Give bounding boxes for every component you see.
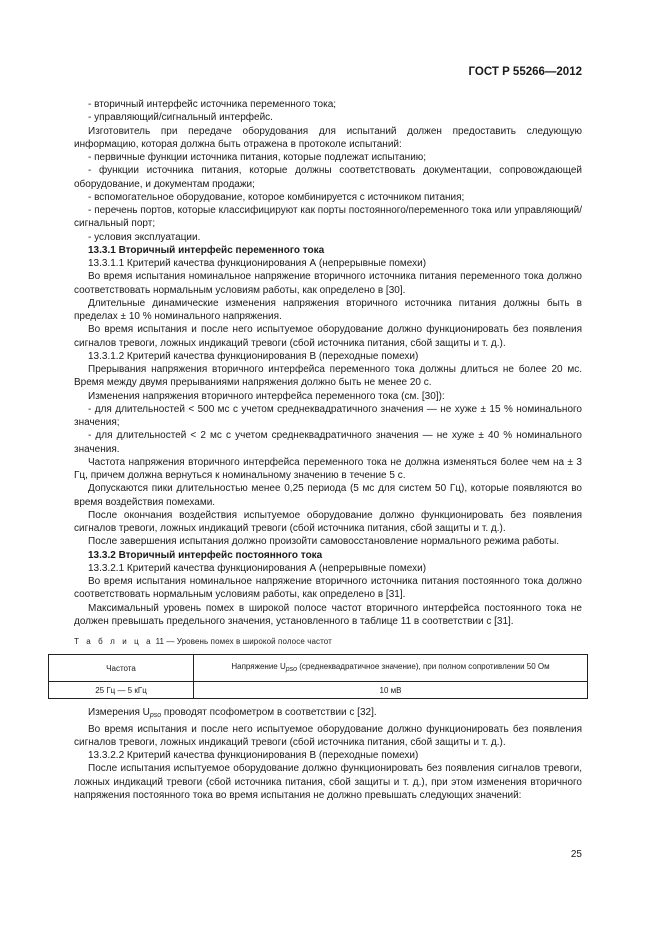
paragraph: - функции источника питания, которые должны соответствовать документации, сопровождающей оборудование, и документам продажи; [74,165,582,190]
table-cell-voltage: 10 мВ [194,682,588,699]
paragraph: - управляющий/сигнальный интерфейс. [88,112,273,124]
document-header: ГОСТ Р 55266—2012 [468,66,582,78]
noise-level-table [48,654,588,699]
paragraph: Изготовитель при передаче оборудования для испытаний должен предоставить следующую информацию, которая должна быть отражена в протоколе испытаний: [74,125,582,150]
paragraph: Допускаются пики длительностью менее 0,25 периода (5 мс для систем 50 Гц), которые появляются во время воздействия помехами. [74,483,582,508]
paragraph: После завершения испытания должно произойти самовосстановление нормального режима работы. [88,536,560,548]
table-row [49,682,588,699]
page-number: 25 [570,849,582,860]
table-caption-lead: Т а б л и ц а [74,637,154,646]
paragraph: - вспомогательное оборудование, которое комбинируется с источником питания; [88,191,465,203]
document-body [74,98,582,802]
table-caption [74,635,582,648]
measurement-note [74,706,582,722]
paragraph: 13.3.1.2 Критерий качества функционирования В (переходные помехи) [88,350,419,362]
paragraph: После окончания воздействия испытуемое оборудование должно функционировать без появления сигналов тревоги, ложных индикаций тревоги (сбой источника питания, сбой защиты и т. д.). [74,509,582,534]
paragraph: Изменения напряжения вторичного интерфейса переменного тока (см. [30]): [88,390,445,402]
paragraph: - для длительностей < 500 мс с учетом среднеквадратичного значения — не хуже ± 15 % номинального значения; [74,403,582,428]
top-paragraphs [74,98,582,628]
table-header-row [49,655,588,682]
section-heading: 13.3.2 Вторичный интерфейс постоянного тока [88,549,323,561]
measure-sub: pso [149,712,162,720]
bottom-paragraphs [74,723,582,803]
paragraph: Частота напряжения вторичного интерфейса переменного тока не должна изменяться более чем на ± 3 Гц, причем должна вернуться к номинальному значению в течение 5 с. [74,456,582,481]
paragraph: - для длительностей < 2 мс с учетом среднеквадратичного значения — не хуже ± 40 % номинального значения. [74,430,582,455]
paragraph: - перечень портов, которые классифицируют как порты постоянного/переменного тока или управляющий/сигнальный порт; [74,205,582,230]
paragraph: - условия эксплуатации. [88,231,201,243]
table-cell-frequency: 25 Гц — 5 кГц [49,682,194,699]
paragraph: 13.3.2.1 Критерий качества функционирования А (непрерывные помехи) [88,562,427,574]
table-header-voltage [194,655,588,682]
paragraph: - первичные функции источника питания, которые подлежат испытанию; [88,152,427,163]
paragraph: - вторичный интерфейс источника переменного тока; [88,99,337,110]
paragraph: Во время испытания номинальное напряжение вторичного источника питания переменного тока должно соответствовать нормальным условиям работы, как определено в [30]. [74,271,582,296]
paragraph: Максимальный уровень помех в широкой полосе частот вторичного интерфейса постоянного тока не должен превышать предельного значения, установленного в таблице 11 в соответствии с [31]. [74,602,582,627]
paragraph: Во время испытания номинальное напряжение вторичного источника питания постоянного тока должно соответствовать нормальным условиям работы, как определено в [31]. [74,576,582,601]
header-voltage-sub: pso [285,666,298,674]
paragraph: 13.3.1.1 Критерий качества функционирования А (непрерывные помехи) [88,258,427,269]
paragraph: Во время испытания и после него испытуемое оборудование должно функционировать без появления сигналов тревоги, ложных индикаций тревоги (сбой источника питания, сбой защиты и т. д.). [74,324,582,349]
paragraph: После испытания испытуемое оборудование должно функционировать без появления сигналов тревоги, ложных индикаций тревоги (сбой источника питания, сбой защиты и т. д.), при этом изменения вторичного напряжения постоянного тока во время испытания не должно превышать следующих значений: [74,763,582,801]
header-voltage-post: (среднеквадратичное значение), при полном сопротивлении 50 Ом [297,662,550,672]
paragraph: Длительные динамические изменения напряжения вторичного источника питания должны быть в пределах ± 10 % номинального напряжения. [74,297,582,322]
table-header-frequency: Частота [49,655,194,682]
header-voltage-pre: Напряжение U [231,662,286,672]
measure-post: проводят псофометром в соответствии с [32]. [161,707,377,719]
paragraph: Прерывания напряжения вторичного интерфейса переменного тока должны длиться не более 20 мс. Время между двумя прерываниями напряжения должно быть не менее 20 с. [74,364,582,389]
paragraph: 13.3.2.2 Критерий качества функционирования В (переходные помехи) [88,750,419,761]
section-heading: 13.3.1 Вторичный интерфейс переменного тока [88,244,325,256]
table-caption-text: 11 — Уровень помех в широкой полосе частот [155,637,332,646]
paragraph: Во время испытания и после него испытуемое оборудование должно функционировать без появления сигналов тревоги, ложных индикаций тревоги (сбой источника питания, сбой защиты и т. д.). [74,723,582,748]
measure-pre: Измерения U [88,707,150,719]
